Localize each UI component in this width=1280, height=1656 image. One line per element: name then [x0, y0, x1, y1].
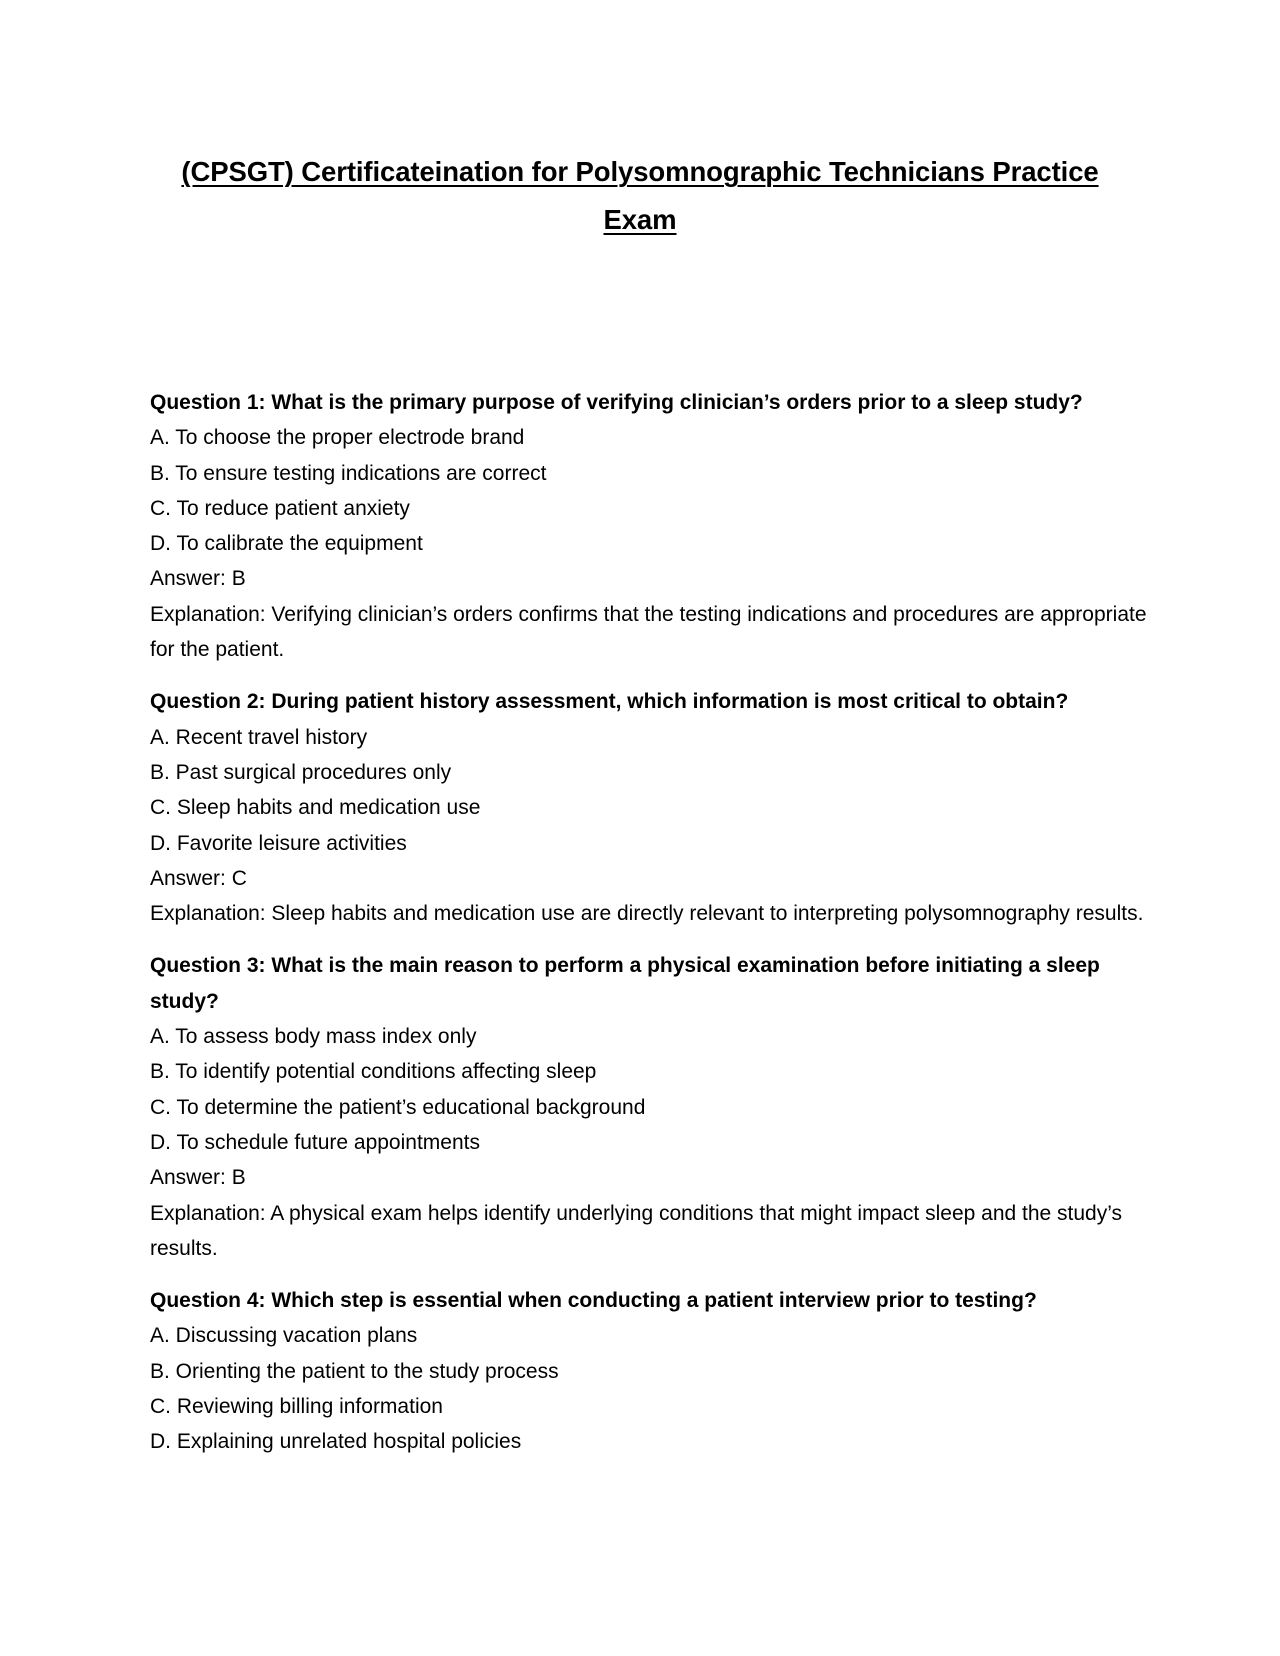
- option-a: A. Recent travel history: [150, 725, 368, 749]
- question-text: Question 4: Which step is essential when conducting a patient interview prior to testing?: [150, 1289, 1037, 1313]
- explanation: Explanation: Sleep habits and medication use are directly relevant to interpreting polysomnography results.: [150, 902, 1144, 926]
- answer: Answer: B: [150, 567, 246, 591]
- answer: Answer: B: [150, 1166, 246, 1190]
- option-a: A. To assess body mass index only: [150, 1025, 477, 1049]
- option-a: A. To choose the proper electrode brand: [150, 426, 525, 450]
- option-c: C. To reduce patient anxiety: [150, 496, 410, 520]
- question-list: [150, 385, 1150, 1477]
- option-a: A. Discussing vacation plans: [150, 1324, 418, 1348]
- option-b: B. To identify potential conditions affecting sleep: [150, 1060, 597, 1084]
- title-line-2: Exam: [603, 204, 677, 235]
- answer: Answer: C: [150, 866, 247, 890]
- option-c: C. To determine the patient’s educational background: [150, 1095, 646, 1119]
- page-title: [150, 148, 1130, 244]
- explanation: Explanation: A physical exam helps identify underlying conditions that might impact sleep and the study’s results.: [150, 1201, 1123, 1260]
- question-text: Question 2: During patient history assessment, which information is most critical to obtain?: [150, 690, 1069, 714]
- explanation: Explanation: Verifying clinician’s orders confirms that the testing indications and procedures are appropriate for the patient.: [150, 602, 1147, 662]
- option-b: B. To ensure testing indications are correct: [150, 461, 547, 485]
- question-text: Question 1: What is the primary purpose of verifying clinician’s orders prior to a sleep study?: [150, 391, 1083, 414]
- option-c: C. Reviewing billing information: [150, 1395, 443, 1419]
- question-block-2: [150, 684, 1150, 931]
- option-d: D. Explaining unrelated hospital policies: [150, 1430, 522, 1454]
- option-b: B. Past surgical procedures only: [150, 760, 452, 784]
- option-b: B. Orienting the patient to the study process: [150, 1359, 559, 1383]
- option-c: C. Sleep habits and medication use: [150, 796, 481, 820]
- question-block-1: [150, 385, 1150, 667]
- question-text: Question 3: What is the main reason to perform a physical examination before initiating a sleep study?: [150, 954, 1100, 1013]
- question-block-4: [150, 1283, 1150, 1459]
- question-block-3: [150, 948, 1150, 1266]
- option-d: D. To schedule future appointments: [150, 1130, 480, 1154]
- option-d: D. To calibrate the equipment: [150, 532, 423, 556]
- option-d: D. Favorite leisure activities: [150, 831, 407, 855]
- title-line-1: (CPSGT) Certificateination for Polysomnographic Technicians Practice: [181, 156, 1099, 187]
